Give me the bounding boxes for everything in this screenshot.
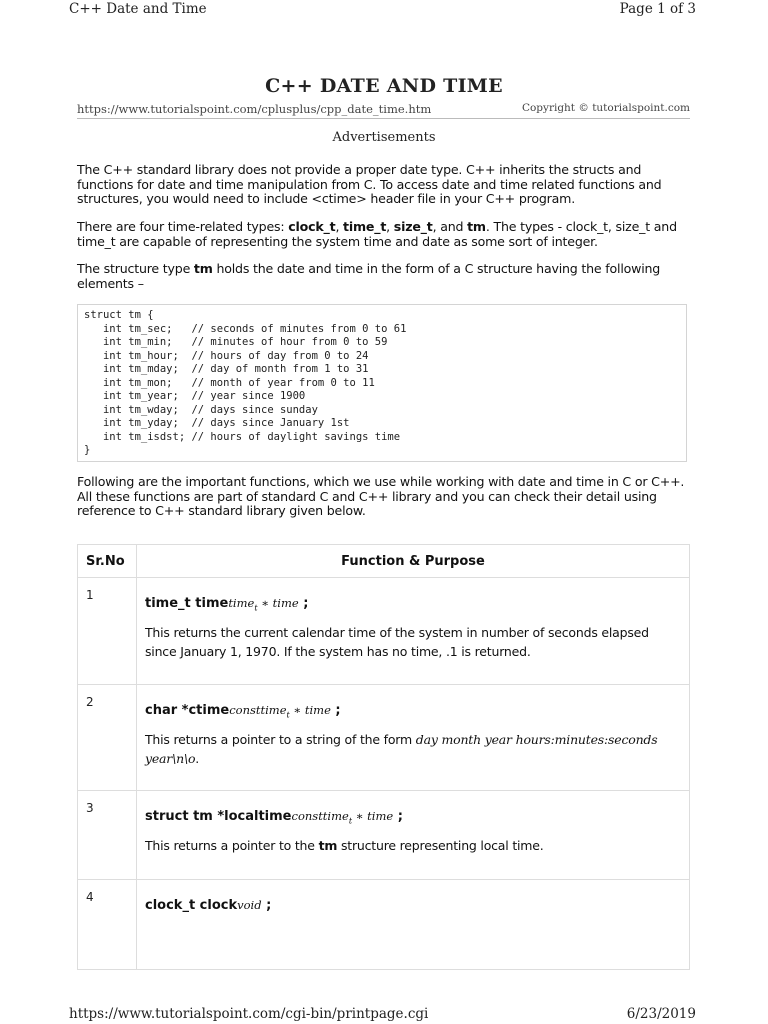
function-params (228, 596, 299, 613)
table-row (78, 880, 690, 970)
separator: , (386, 219, 394, 234)
row-number: 3 (78, 791, 137, 880)
param-text: ∗ time (352, 809, 394, 823)
code-listing: struct tm { int tm_sec; // seconds of minutes from 0 to 61 int tm_min; // minutes of hour from 0 to 59 int tm_hour; // hours of day from 0 to 24 int tm_mday; // day of month from 1 to 31 int tm_mon; // month of year from 0 to 11 int tm_year; // year since 1900 int tm_wday; // days since sunday int tm_yday; // days since January 1st int tm_isdst; // hours of daylight savings time } (84, 309, 407, 456)
row-number: 2 (78, 685, 137, 791)
copyright-notice: Copyright © tutorialspoint.com (521, 102, 690, 114)
row-content (137, 685, 690, 791)
table-row (78, 791, 690, 880)
struct-tm-term: tm (318, 838, 338, 854)
signature-end: ; (261, 898, 272, 913)
param-text: consttime (291, 809, 349, 823)
function-signature (145, 898, 681, 913)
type-time-t: time_t (343, 219, 387, 234)
param-subscript: t (348, 816, 353, 826)
description-text-end: structure representing local time. (337, 838, 544, 854)
signature-end: ; (393, 809, 403, 824)
param-text: void (237, 898, 262, 912)
types-text: There are four time-related types: (77, 219, 289, 234)
page-title: C++ DATE AND TIME (265, 75, 503, 97)
function-params (237, 898, 261, 912)
function-description (145, 730, 681, 768)
struct-text-end: holds the date and time in the form of a C structure having the following elements – (77, 261, 661, 291)
functions-table (77, 544, 690, 970)
signature-end: ; (298, 596, 309, 611)
function-name: struct tm *localtime (145, 809, 292, 824)
table-header-row (78, 545, 690, 578)
row-number: 4 (78, 880, 137, 970)
table-row (78, 685, 690, 791)
description-text: This returns a pointer to the (145, 838, 319, 854)
row-content (137, 791, 690, 880)
row-content (137, 578, 690, 685)
struct-tm-term: tm (193, 261, 213, 276)
description-text: This returns a pointer to a string of the form (145, 732, 416, 748)
function-signature (145, 809, 681, 825)
functions-paragraph: Following are the important functions, which we use while working with date and time in C or C++. All these functions are part of standard C and C++ library and you can check their detail using reference to C++ standard library given below. (77, 474, 685, 518)
print-footer-url: https://www.tutorialspoint.com/cgi-bin/printpage.cgi (69, 1006, 429, 1022)
function-params (229, 703, 331, 720)
struct-text: The structure type (77, 261, 194, 276)
function-description: This returns the current calendar time of the system in number of seconds elapsed since January 1, 1970. If the system has no time, .1 is returned. (145, 625, 649, 660)
function-params (291, 809, 394, 826)
function-name: time_t time (145, 596, 229, 611)
param-text: ∗ time (289, 703, 331, 717)
types-paragraph (77, 220, 689, 249)
param-text: time (228, 596, 255, 610)
source-url-bar (77, 102, 690, 119)
param-subscript: t (254, 603, 258, 613)
description-text-end: . (195, 751, 200, 767)
format-string: day month year hours:minutes:seconds year\n\o (145, 732, 658, 767)
struct-paragraph (77, 262, 689, 291)
source-url-link[interactable]: https://www.tutorialspoint.com/cplusplus/cpp_date_time.htm (77, 102, 432, 116)
print-header-page-number: Page 1 of 3 (619, 1, 696, 17)
param-text: ∗ time (257, 596, 299, 610)
print-footer-date: 6/23/2019 (626, 1006, 696, 1022)
column-header-srno: Sr.No (78, 545, 137, 578)
signature-end: ; (330, 703, 341, 718)
print-header-title: C++ Date and Time (69, 1, 207, 17)
table-row (78, 578, 690, 685)
function-name: char *ctime (145, 703, 230, 718)
types-text-end: . The types - clock_t, size_t and time_t are capable of representing the system time and date as some sort of integer. (77, 219, 677, 249)
function-signature (145, 703, 681, 719)
code-block (77, 304, 687, 462)
intro-paragraph: The C++ standard library does not provide a proper date type. C++ inherits the structs and functions for date and time manipulation from C. To access date and time related functions and structures, you would need to include <ctime> header file in your C++ program. (77, 162, 662, 206)
function-name: clock_t clock (145, 898, 238, 913)
param-subscript: t (286, 710, 290, 720)
function-signature (145, 596, 681, 612)
row-content (137, 880, 690, 970)
param-text: consttime (229, 703, 287, 717)
column-header-function: Function & Purpose (137, 545, 690, 578)
type-size-t: size_t (393, 219, 433, 234)
separator: , and (432, 219, 468, 234)
function-description (145, 836, 681, 855)
type-tm: tm (467, 219, 486, 234)
separator: , (335, 219, 344, 234)
advertisements-label: Advertisements (332, 130, 436, 145)
row-number: 1 (78, 578, 137, 685)
type-clock-t: clock_t (288, 219, 336, 234)
